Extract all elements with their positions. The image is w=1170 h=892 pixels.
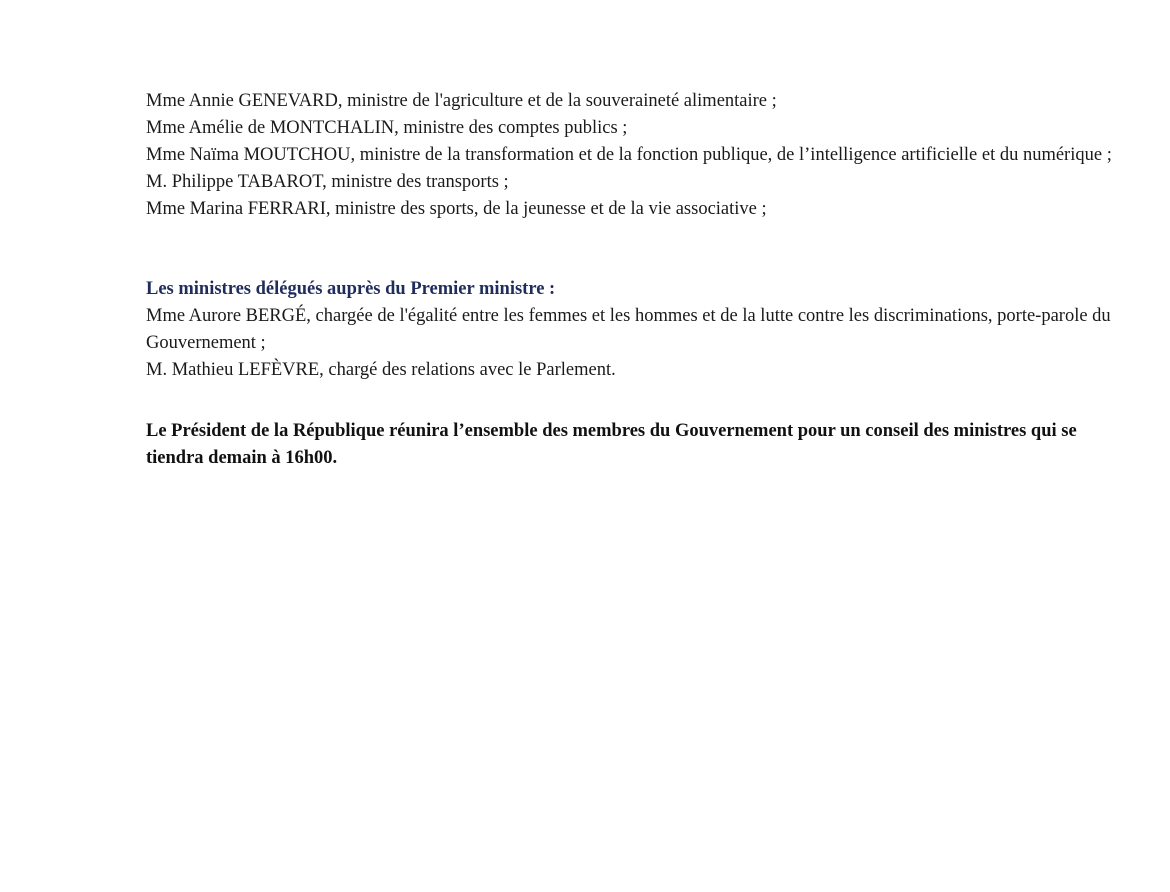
document-body [146, 88, 1126, 472]
minister-entry-moutchou: Mme Naïma MOUTCHOU, ministre de la transformation et de la fonction publique, de l’intelligence artificielle et du numérique ; [146, 145, 1112, 165]
delegate-entry-lefevre: M. Mathieu LEFÈVRE, chargé des relations avec le Parlement. [146, 360, 616, 380]
delegates-section-heading: Les ministres délégués auprès du Premier ministre : [146, 279, 556, 299]
minister-entry-montchalin: Mme Amélie de MONTCHALIN, ministre des comptes publics ; [146, 118, 628, 138]
minister-entry-ferrari: Mme Marina FERRARI, ministre des sports, de la jeunesse et de la vie associative ; [146, 199, 767, 219]
minister-entry-tabarot: M. Philippe TABAROT, ministre des transports ; [146, 172, 509, 192]
closing-statement: Le Président de la République réunira l’ensemble des membres du Gouvernement pour un conseil des ministres qui se tiendra demain à 16h00. [146, 421, 1077, 468]
minister-entry-genevard: Mme Annie GENEVARD, ministre de l'agriculture et de la souveraineté alimentaire ; [146, 91, 777, 111]
delegate-entry-berge: Mme Aurore BERGÉ, chargée de l'égalité entre les femmes et les hommes et de la lutte contre les discriminations, porte-parole du Gouvernement ; [146, 306, 1111, 353]
